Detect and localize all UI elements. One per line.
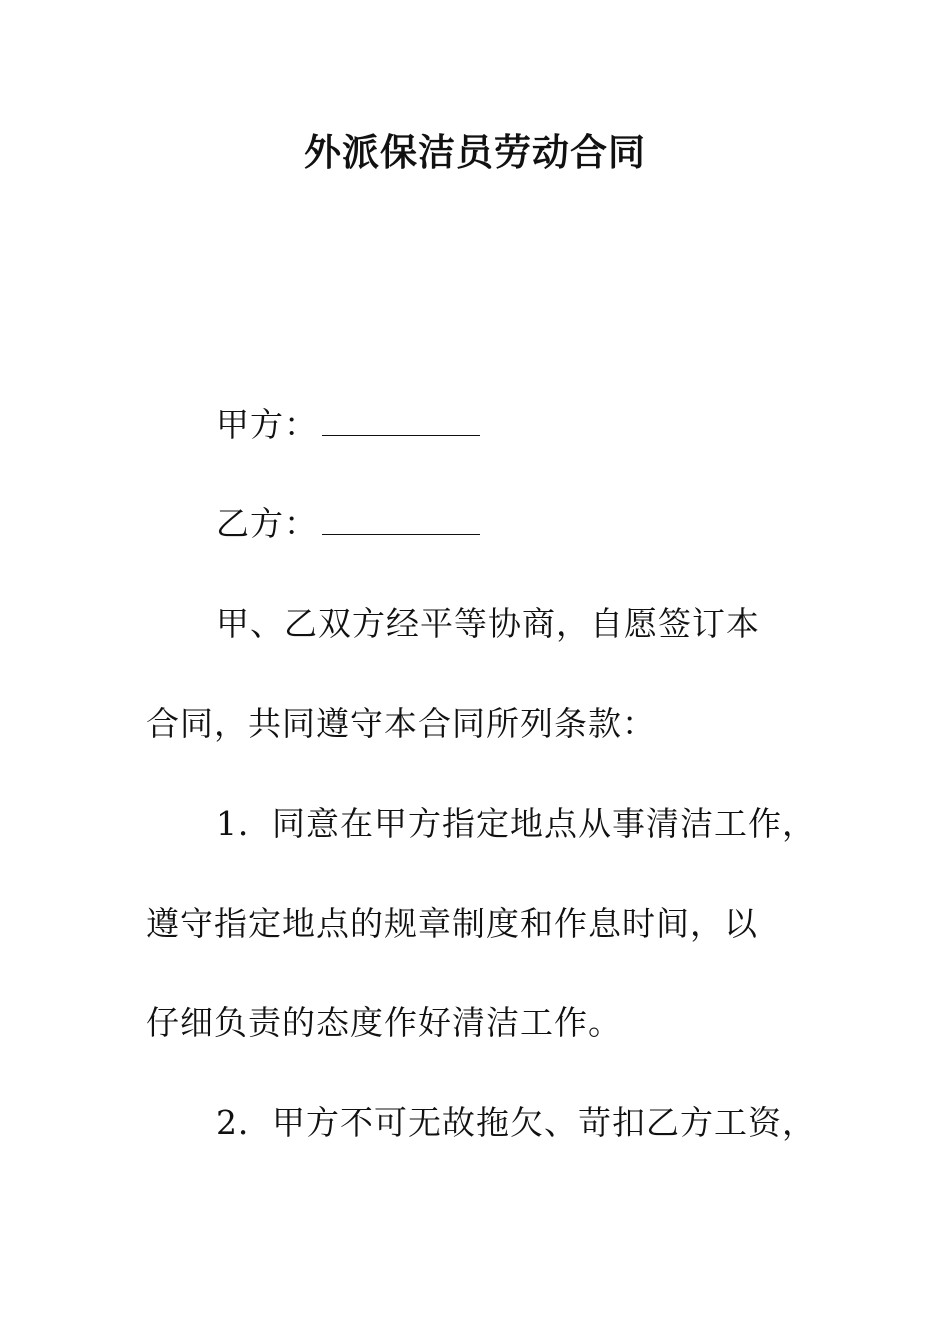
document-title: 外派保洁员劳动合同 bbox=[304, 131, 646, 174]
party-a-label: 甲方： bbox=[216, 405, 318, 444]
party-a-line bbox=[216, 400, 480, 450]
clause-2-line-1: 2．甲方不可无故拖欠、苛扣乙方工资， bbox=[216, 1103, 816, 1142]
party-b-blank[interactable] bbox=[322, 512, 480, 535]
preamble-line-2: 合同，共同遵守本合同所列条款： bbox=[146, 704, 656, 743]
preamble-line-1: 甲、乙双方经平等协商，自愿签订本 bbox=[216, 604, 760, 643]
party-a-blank[interactable] bbox=[322, 413, 480, 436]
clause-1-line-3: 仔细负责的态度作好清洁工作。 bbox=[146, 1003, 622, 1042]
party-b-line bbox=[216, 499, 480, 549]
party-b-label: 乙方： bbox=[216, 504, 318, 543]
clause-1-line-2: 遵守指定地点的规章制度和作息时间，以 bbox=[146, 904, 758, 943]
clause-1-line-1: 1．同意在甲方指定地点从事清洁工作， bbox=[216, 804, 816, 843]
